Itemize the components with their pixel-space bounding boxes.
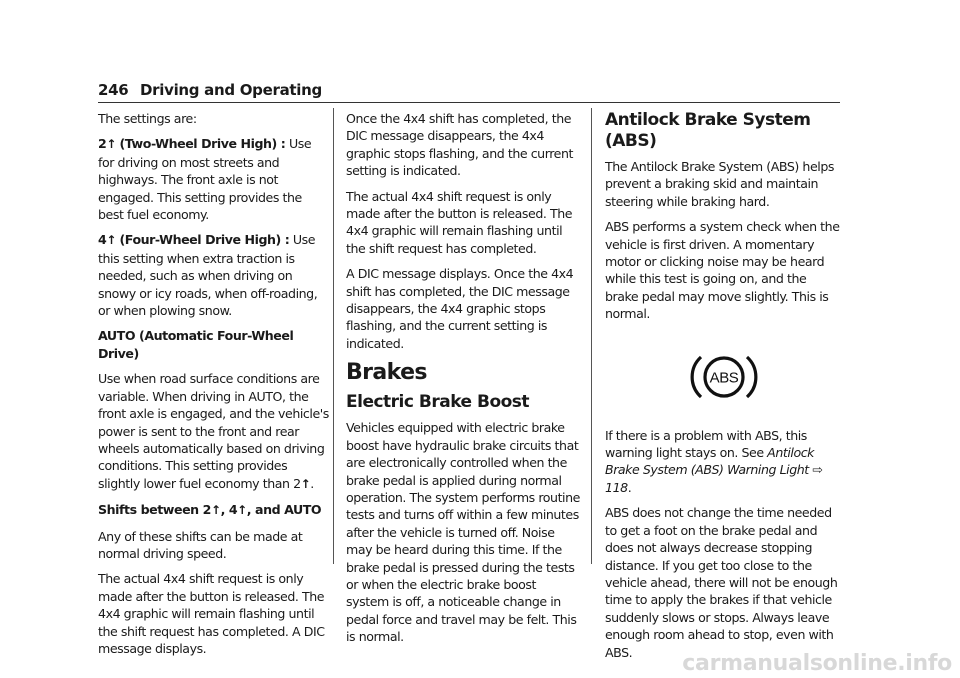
abs-paragraph-4: ABS does not change the time needed to get a foot on the brake pedal and does not always decrease stopping distance. If you get too close to the vehicle ahead, there will not be enough time to apply the brakes if that vehicle suddenly slows or stops. Always leave enough room ahead to stop, even with ABS. <box>605 505 838 660</box>
column-3 <box>605 110 843 669</box>
up-arrow-icon: ↑ <box>300 476 311 491</box>
page-header <box>98 80 840 103</box>
abs-paragraph-3 <box>605 427 843 497</box>
four-high-label: (Four-Wheel Drive High) : <box>119 232 290 248</box>
col2-paragraph-2: The actual 4x4 shift request is only made after the button is released. The 4x4 graphic will remain flashing until the shift request has completed. <box>346 188 573 256</box>
brakes-heading: Brakes <box>346 360 427 386</box>
auto-text-end: . <box>310 475 314 491</box>
shifts-paragraph-2: The actual 4x4 shift request is only made after the button is released. The 4x4 graphic will remain flashing until the shift request has completed. A DIC message displays. <box>98 571 325 656</box>
page-ref-arrow-icon: ⇨ <box>812 462 823 478</box>
two-high-text: Use for driving on most streets and highways. The front axle is not engaged. This setting provides the best fuel economy. <box>98 136 312 223</box>
abs-warning-figure <box>605 331 843 423</box>
shifts-paragraph-1: Any of these shifts can be made at normal driving speed. <box>98 528 303 561</box>
column-2 <box>346 110 582 654</box>
shifts-heading-c: , and AUTO <box>246 502 322 518</box>
four-high-num: 4 <box>98 232 107 248</box>
auto-text <box>98 370 330 493</box>
abs-page-ref[interactable]: 118 <box>605 479 628 495</box>
column-divider-right <box>591 108 592 564</box>
up-arrow-icon: ↑ <box>237 503 247 518</box>
abs-icon-text: ABS <box>709 369 739 387</box>
col2-paragraph-3: A DIC message displays. Once the 4x4 shift has completed, the DIC message disappears, the 4x4 graphic stops flashing, and the current setting is indicated. <box>346 266 574 351</box>
col2-paragraph-1: Once the 4x4 shift has completed, the DIC message disappears, the 4x4 graphic stops flashing, and the current setting is indicated. <box>346 111 573 179</box>
column-1 <box>98 110 330 665</box>
section-title: Driving and Operating <box>140 81 322 99</box>
shifts-heading <box>98 501 330 519</box>
four-high-text: Use this setting when extra traction is needed, such as when driving on snowy or icy roads, when off-roading, or when plowing snow. <box>98 232 318 319</box>
auto-heading: AUTO (Automatic Four-Wheel Drive) <box>98 328 294 361</box>
auto-text-body: Use when road surface conditions are variable. When driving in AUTO, the front axle is engaged, and the vehicle's power is sent to the front and rear wheels automatically based on driving conditions. This setting provides slightly lower fuel economy than 2 <box>98 371 329 491</box>
electric-brake-boost-heading: Electric Brake Boost <box>346 392 530 413</box>
abs-heading: Antilock Brake System (ABS) <box>605 110 811 151</box>
two-high-num: 2 <box>98 136 107 152</box>
shifts-heading-b: , 4 <box>220 502 238 518</box>
abs-p3-start: If there is a problem with ABS, this warning light stays on. See <box>605 427 807 461</box>
settings-intro: The settings are: <box>98 111 197 126</box>
page-number: 246 <box>98 81 129 99</box>
site-watermark: carmanualsonline.info <box>682 651 952 676</box>
setting-two-wheel-high <box>98 135 330 223</box>
shifts-heading-a: Shifts between 2 <box>98 502 211 518</box>
up-arrow-icon: ↑ <box>106 233 116 248</box>
abs-warning-light-icon <box>689 351 759 403</box>
up-arrow-icon: ↑ <box>210 503 221 518</box>
column-divider-left <box>333 108 334 564</box>
abs-p3-end: . <box>627 479 632 495</box>
up-arrow-icon: ↑ <box>106 137 116 152</box>
abs-paragraph-2: ABS performs a system check when the vehicle is first driven. A momentary motor or clicking noise may be heard while this test is going on, and the brake pedal may move slightly. This is normal. <box>605 219 840 322</box>
abs-paragraph-1: The Antilock Brake System (ABS) helps prevent a braking skid and maintain steering while braking hard. <box>605 159 834 209</box>
abs-warning-light-link[interactable]: Antilock Brake System (ABS) Warning Light <box>605 445 815 478</box>
electric-brake-boost-text: Vehicles equipped with electric brake boost have hydraulic brake circuits that are electronically controlled when the brake pedal is applied during normal operation. The system performs routine tests and turns off within a few minutes after the vehicle is turned off. Noise may be heard during this time. If the brake pedal is pressed during the tests or when the electric brake boost system is off, a noticeable change in pedal force and travel may be felt. This is normal. <box>346 420 580 645</box>
two-high-label: (Two-Wheel Drive High) : <box>119 136 286 152</box>
setting-four-wheel-high <box>98 231 330 319</box>
